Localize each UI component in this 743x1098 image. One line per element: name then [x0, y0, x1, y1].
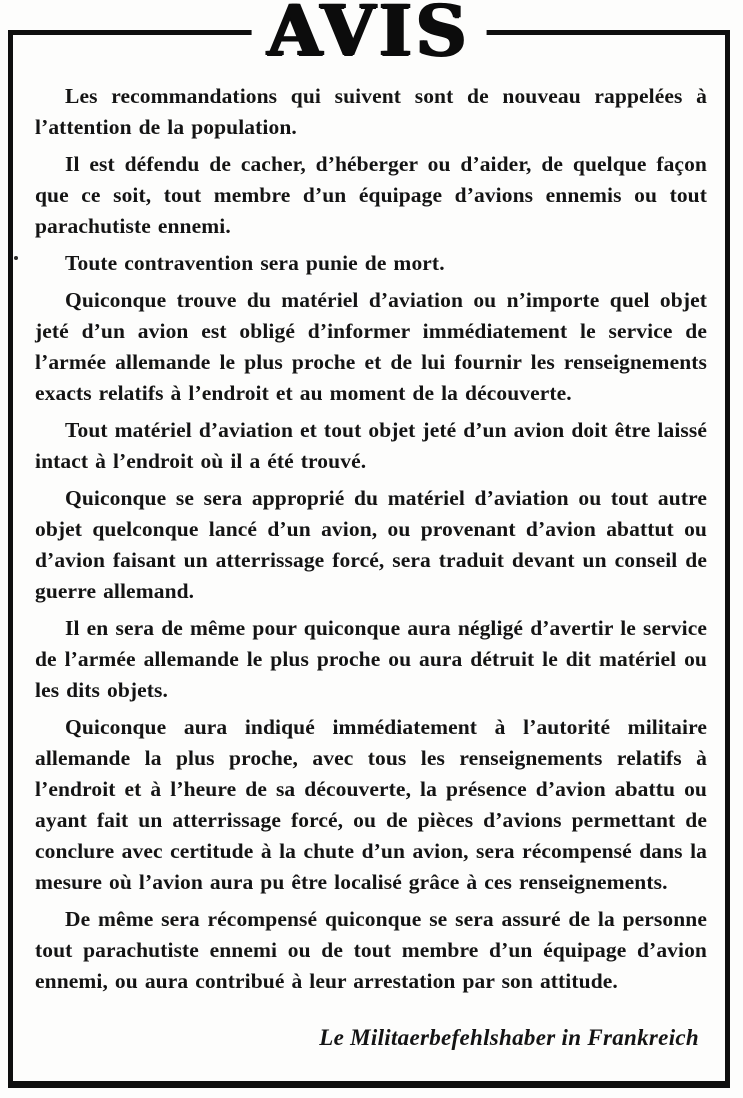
paragraph: Les recommandations qui suivent sont de nouveau rappelées à l’attention de la population.	[35, 84, 707, 139]
paragraph: Quiconque aura indiqué immédiatement à l’autorité militaire allemande la plus proche, avec tous les renseignements relatifs à l’endroit et à l’heure de sa découverte, la présence d’avion abattu ou ayant fait un atterrissage forcé, ou de pièces d’avions permettant de conclure avec certitude à la chute d’un avion, sera récompensé dans la mesure où l’avion aura pu être localisé grâce à ces renseignements.	[35, 715, 707, 894]
paragraph: Tout matériel d’aviation et tout objet jeté d’un avion doit être laissé intact à l’endroit où il a été trouvé.	[35, 418, 707, 473]
notice-title: AVIS	[252, 0, 487, 65]
notice-body	[35, 81, 707, 1051]
paragraph: Il en sera de même pour quiconque aura négligé d’avertir le service de l’armée allemande le plus proche ou aura détruit le dit matériel ou les dits objets.	[35, 616, 707, 702]
paragraph: Quiconque se sera approprié du matériel d’aviation ou tout autre objet quelconque lancé d’un avion, ou provenant d’avion abattut ou d’avion faisant un atterrissage forcé, sera traduit devant un conseil de guerre allemand.	[35, 486, 707, 603]
paragraph: Quiconque trouve du matériel d’aviation ou n’importe quel objet jeté d’un avion est obligé d’informer immédiatement le service de l’armée allemande le plus proche et de lui fournir les renseignements exacts relatifs à l’endroit et au moment de la découverte.	[35, 288, 707, 405]
notice-frame	[8, 0, 730, 1088]
paragraph: Toute contravention sera punie de mort.	[65, 251, 445, 275]
signature-line: Le Militaerbefehlshaber in Frankreich	[319, 1025, 699, 1050]
scan-artifact-dot	[14, 256, 18, 260]
paragraph: Il est défendu de cacher, d’héberger ou d’aider, de quelque façon que ce soit, tout membre d’un équipage d’avions ennemis ou tout parachutiste ennemi.	[35, 152, 707, 238]
paragraph: De même sera récompensé quiconque se sera assuré de la personne tout parachutiste ennemi ou de tout membre d’un équipage d’avion ennemi, ou aura contribué à leur arrestation par son attitude.	[35, 907, 707, 993]
